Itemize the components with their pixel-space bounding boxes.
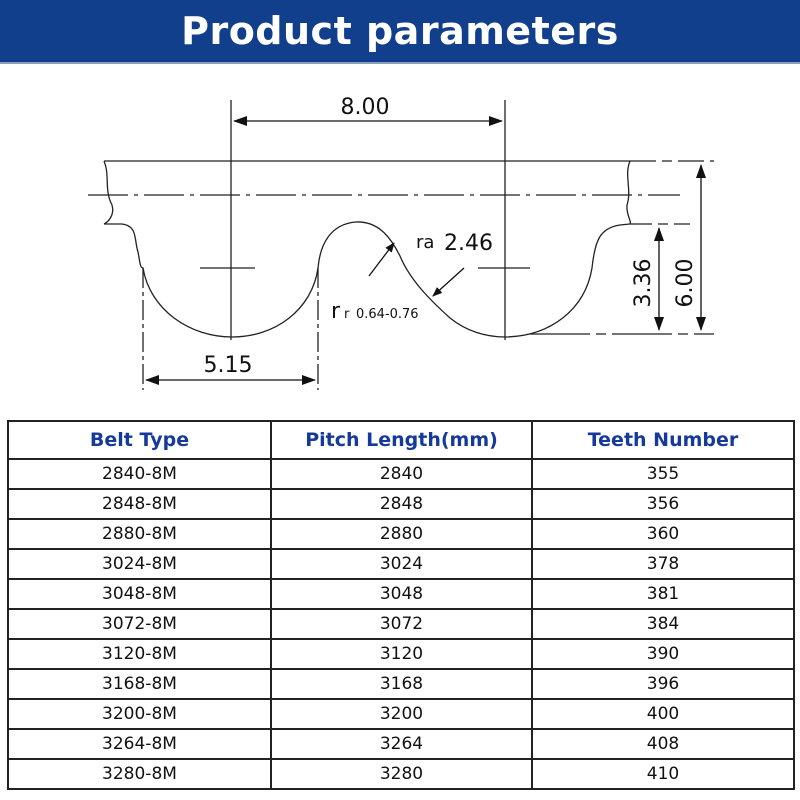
ra-value: 2.46 xyxy=(444,231,493,256)
pitch-length-cell: 3048 xyxy=(271,579,532,609)
table-row xyxy=(8,609,794,639)
rr-subscript: r xyxy=(344,307,350,322)
teeth-number-cell: 408 xyxy=(532,729,794,759)
table-row xyxy=(8,579,794,609)
belt-profile-drawing xyxy=(0,64,800,404)
teeth-number-cell: 381 xyxy=(532,579,794,609)
teeth-number-cell: 356 xyxy=(532,489,794,519)
pitch-length-cell: 2848 xyxy=(271,489,532,519)
col-header-belt-type: Belt Type xyxy=(8,421,271,459)
tooth-width-dimension: 5.15 xyxy=(203,353,253,378)
table-row xyxy=(8,759,794,789)
pitch-length-cell: 3280 xyxy=(271,759,532,789)
teeth-number-cell: 400 xyxy=(532,699,794,729)
belt-type-cell: 3120-8M xyxy=(8,639,271,669)
teeth-number-cell: 355 xyxy=(532,459,794,489)
pitch-length-cell: 2840 xyxy=(271,459,532,489)
belt-type-cell: 2880-8M xyxy=(8,519,271,549)
teeth-number-cell: 396 xyxy=(532,669,794,699)
pitch-length-cell: 3168 xyxy=(271,669,532,699)
teeth-number-cell: 360 xyxy=(532,519,794,549)
table-row xyxy=(8,729,794,759)
pitch-length-cell: 3200 xyxy=(271,699,532,729)
page-title: Product parameters xyxy=(181,9,619,53)
pitch-length-cell: 3024 xyxy=(271,549,532,579)
col-header-pitch-length: Pitch Length(mm) xyxy=(271,421,532,459)
header-banner xyxy=(0,0,800,64)
teeth-number-cell: 384 xyxy=(532,609,794,639)
belt-type-cell: 3024-8M xyxy=(8,549,271,579)
belt-type-cell: 2848-8M xyxy=(8,489,271,519)
table-row xyxy=(8,459,794,489)
tooth-height-dimension: 3.36 xyxy=(631,258,656,308)
belt-type-cell: 3200-8M xyxy=(8,699,271,729)
table-row xyxy=(8,549,794,579)
rr-value: 0.64-0.76 xyxy=(356,307,419,322)
belt-spec-table xyxy=(7,420,795,790)
belt-type-cell: 3048-8M xyxy=(8,579,271,609)
teeth-number-cell: 410 xyxy=(532,759,794,789)
col-header-teeth-number: Teeth Number xyxy=(532,421,794,459)
pitch-length-cell: 3120 xyxy=(271,639,532,669)
belt-type-cell: 3168-8M xyxy=(8,669,271,699)
pitch-length-cell: 3072 xyxy=(271,609,532,639)
total-height-dimension: 6.00 xyxy=(673,258,698,308)
table-row xyxy=(8,699,794,729)
table-row xyxy=(8,639,794,669)
belt-type-cell: 3072-8M xyxy=(8,609,271,639)
pitch-length-cell: 3264 xyxy=(271,729,532,759)
table-row xyxy=(8,519,794,549)
belt-type-cell: 2840-8M xyxy=(8,459,271,489)
belt-profile-diagram xyxy=(0,64,800,404)
table-header-row xyxy=(8,421,794,459)
pitch-dimension: 8.00 xyxy=(340,95,390,120)
table-row xyxy=(8,669,794,699)
pitch-length-cell: 2880 xyxy=(271,519,532,549)
teeth-number-cell: 378 xyxy=(532,549,794,579)
ra-label: ra xyxy=(416,232,435,253)
belt-type-cell: 3264-8M xyxy=(8,729,271,759)
teeth-number-cell: 390 xyxy=(532,639,794,669)
table-row xyxy=(8,489,794,519)
belt-type-cell: 3280-8M xyxy=(8,759,271,789)
rr-label: r xyxy=(331,299,341,324)
